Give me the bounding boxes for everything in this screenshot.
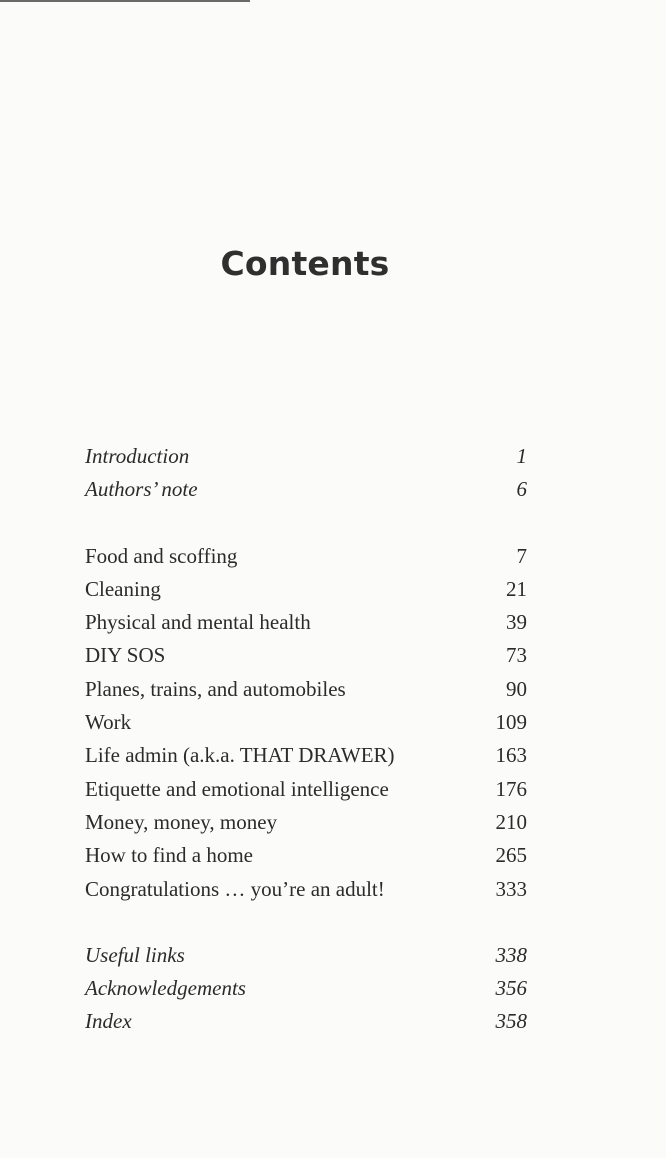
toc-entry-label: Index xyxy=(85,1009,132,1034)
toc-entry-page: 1 xyxy=(516,444,527,468)
toc-entry-label: How to find a home xyxy=(85,843,253,868)
toc-entry-page: 6 xyxy=(516,477,527,502)
toc-entry[interactable] xyxy=(85,1005,527,1038)
toc-entry[interactable] xyxy=(85,573,527,606)
toc-entry[interactable] xyxy=(85,440,527,473)
toc-entry[interactable] xyxy=(85,972,527,1005)
toc-entry-label: Physical and mental health xyxy=(85,610,311,635)
toc-entry-page: 338 xyxy=(495,942,527,967)
toc-entry[interactable] xyxy=(85,473,527,506)
section-gap xyxy=(85,507,527,540)
toc-entry-page: 333 xyxy=(495,876,527,901)
toc-entry[interactable] xyxy=(85,706,527,739)
toc-entry-label: DIY SOS xyxy=(85,643,166,668)
toc-entry-label: Congratulations … you’re an adult! xyxy=(85,876,385,901)
toc-entry-page: 210 xyxy=(495,809,527,834)
toc-entry-page: 73 xyxy=(506,643,527,668)
toc-entry-page: 109 xyxy=(495,710,527,735)
toc-entry[interactable] xyxy=(85,673,527,706)
section-gap xyxy=(85,906,527,939)
table-of-contents xyxy=(85,440,527,1039)
toc-chapters xyxy=(85,540,527,906)
toc-entry[interactable] xyxy=(85,939,527,972)
toc-entry-label: Cleaning xyxy=(85,576,161,601)
toc-entry-page: 7 xyxy=(516,543,527,568)
toc-entry-page: 356 xyxy=(495,976,527,1001)
toc-entry[interactable] xyxy=(85,739,527,772)
toc-entry-page: 163 xyxy=(495,743,527,768)
toc-entry-page: 21 xyxy=(506,576,527,601)
page-title: Contents xyxy=(220,244,390,284)
toc-entry-label: Introduction xyxy=(85,444,190,468)
toc-entry-page: 90 xyxy=(506,676,527,701)
toc-back-matter xyxy=(85,939,527,1039)
scan-edge-line xyxy=(0,0,250,2)
toc-entry-page: 39 xyxy=(506,610,527,635)
toc-entry-label: Food and scoffing xyxy=(85,543,238,568)
toc-entry-label: Money, money, money xyxy=(85,809,278,834)
toc-entry[interactable] xyxy=(85,839,527,872)
toc-entry[interactable] xyxy=(85,639,527,672)
toc-entry[interactable] xyxy=(85,806,527,839)
toc-entry-label: Authors’ note xyxy=(85,477,198,502)
toc-entry-label: Etiquette and emotional intelligence xyxy=(85,776,389,801)
toc-entry-label: Useful links xyxy=(85,942,185,967)
toc-entry-page: 176 xyxy=(495,776,527,801)
toc-entry[interactable] xyxy=(85,606,527,639)
toc-entry[interactable] xyxy=(85,873,527,906)
toc-front-matter xyxy=(85,440,527,507)
toc-entry-label: Life admin (a.k.a. THAT DRAWER) xyxy=(85,743,395,768)
toc-entry-page: 265 xyxy=(495,843,527,868)
toc-entry-label: Work xyxy=(85,710,132,735)
toc-entry-label: Planes, trains, and automobiles xyxy=(85,676,346,701)
toc-entry[interactable] xyxy=(85,773,527,806)
toc-entry-page: 358 xyxy=(495,1009,527,1034)
toc-entry[interactable] xyxy=(85,540,527,573)
toc-entry-label: Acknowledgements xyxy=(85,976,246,1001)
